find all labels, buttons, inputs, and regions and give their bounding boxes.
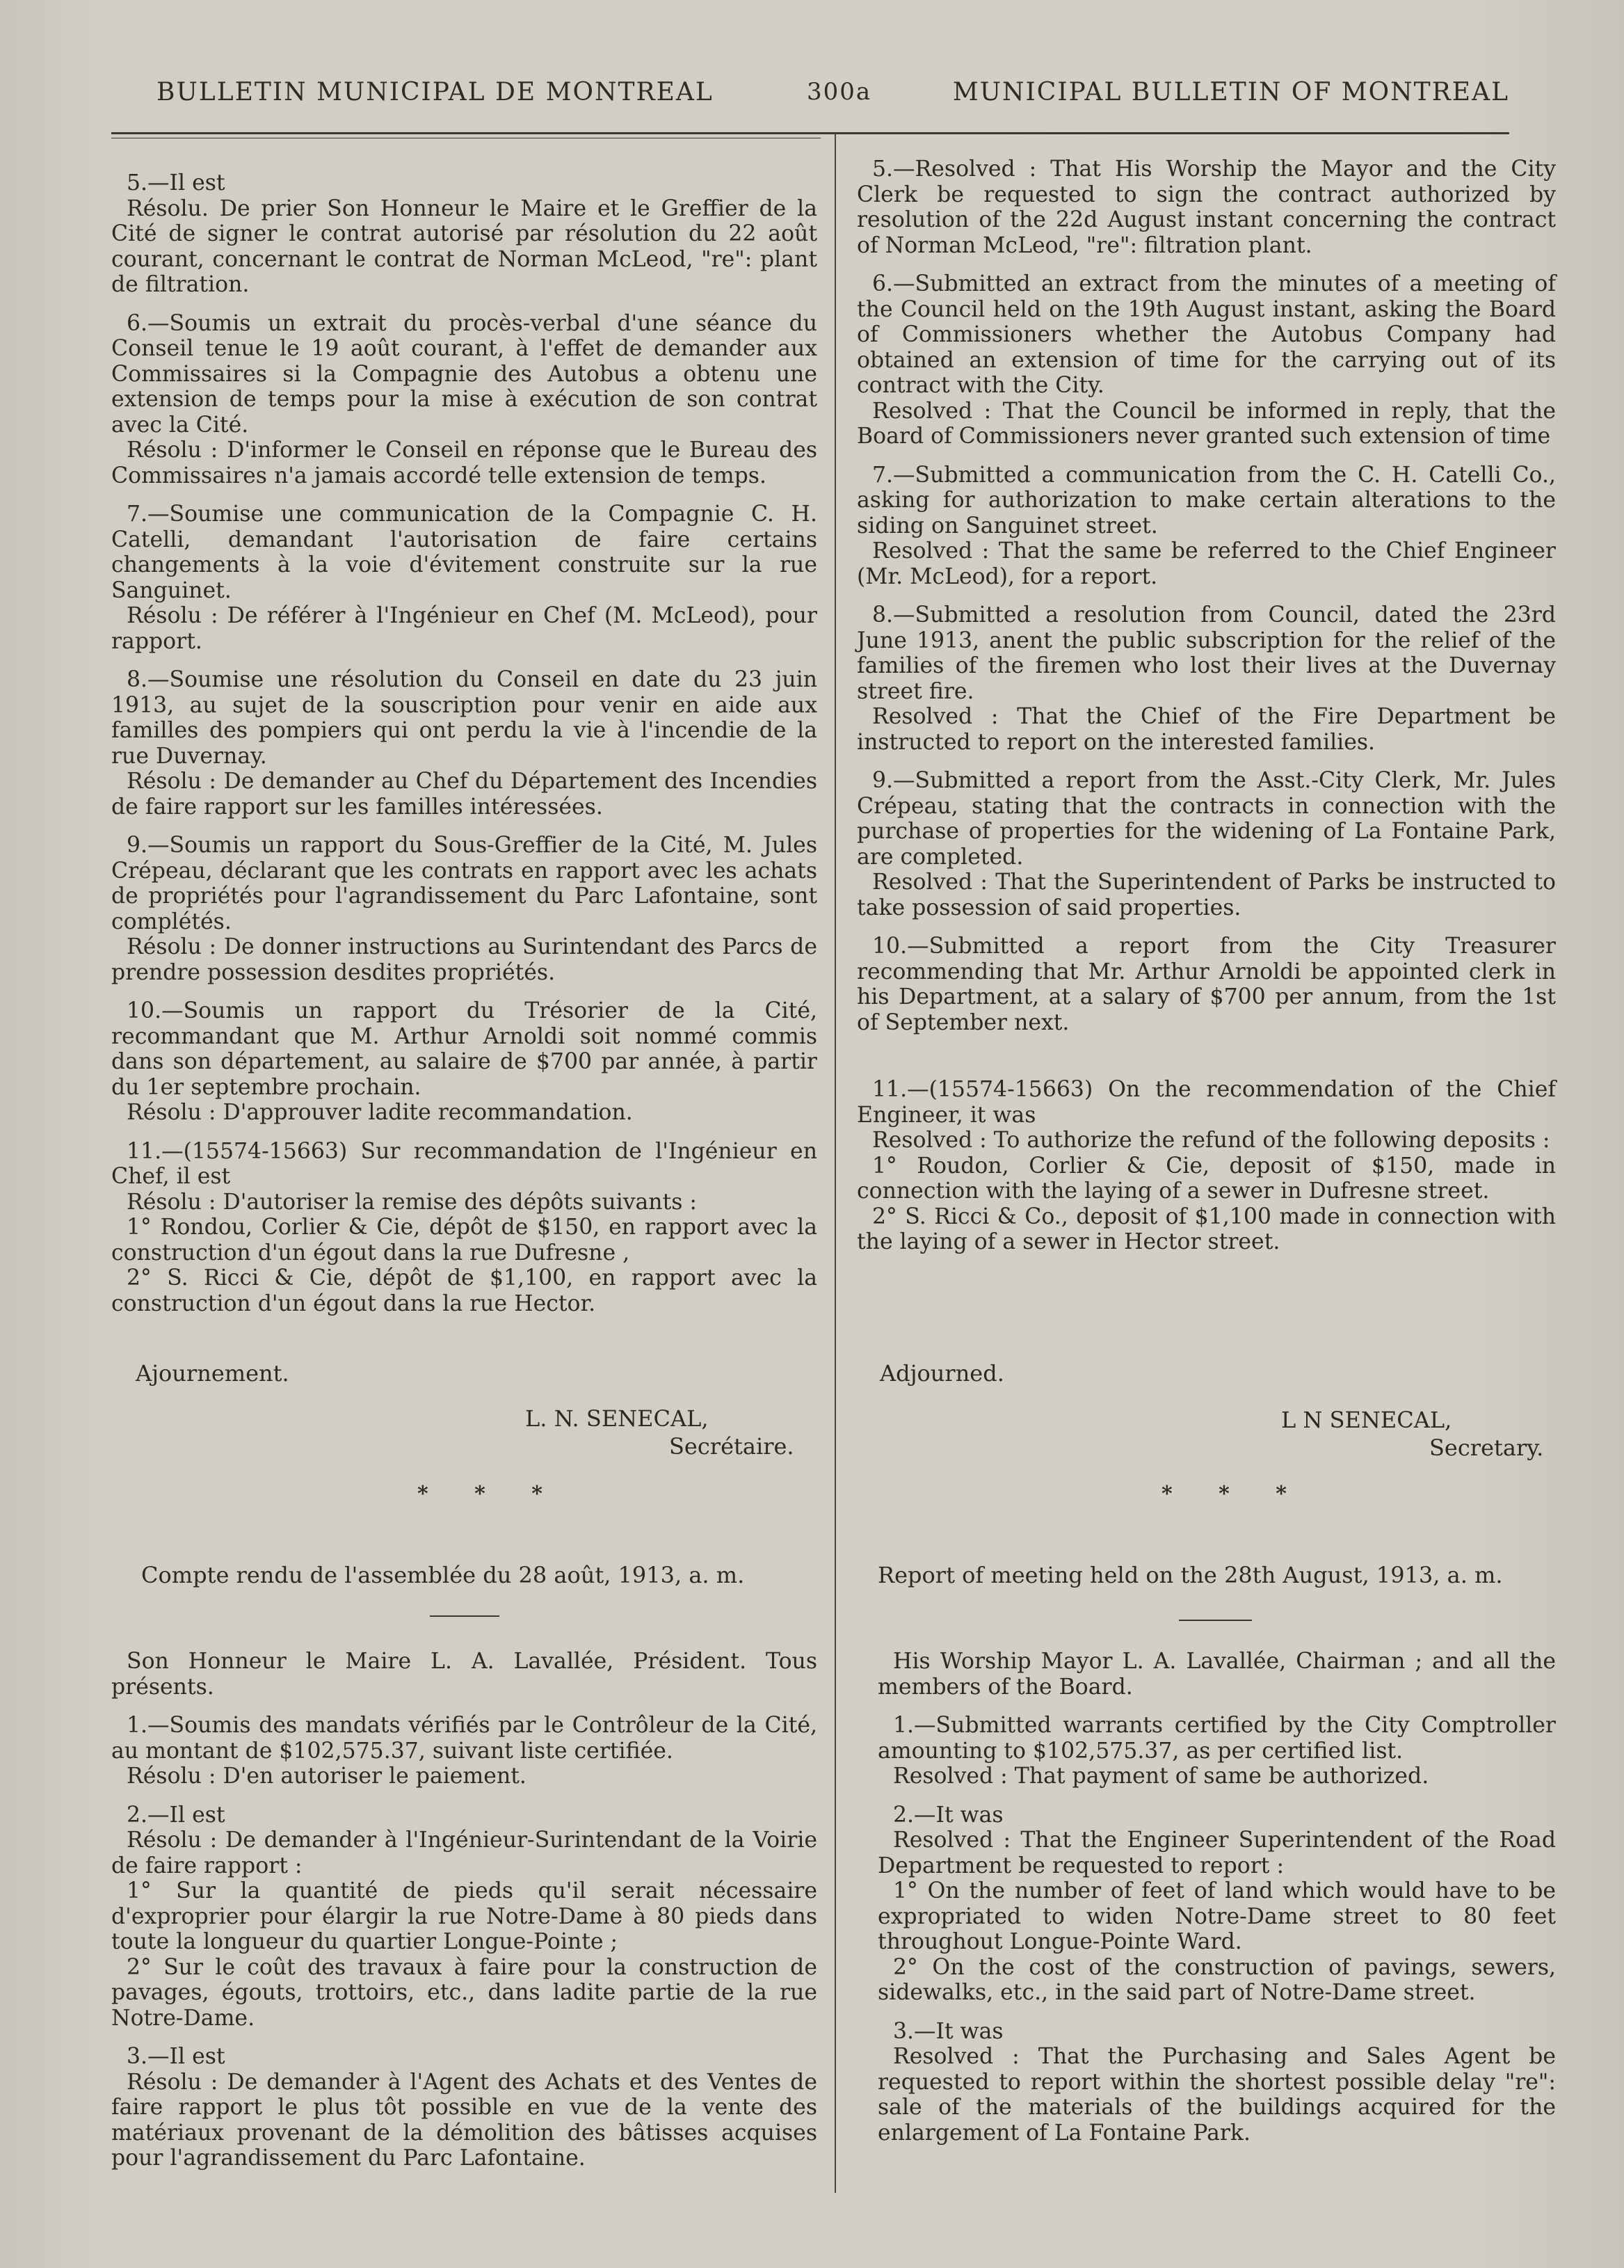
en-separator-stars: * * * (1161, 1482, 1306, 1506)
en-item-9: 9.—Submitted a report from the Asst.-City Clerk, Mr. Jules Crépeau, stating that the contracts in connection with the purchase of properties for the widening of La Fontaine Park, are completed. (857, 768, 1556, 870)
en-item-5: 5.—Resolved : That His Worship the Mayor and the City Clerk be requested to sign the contract authorized by resolution of the 22d August instant concerning the contract of Norman McLeod, "re": filtration plant. (857, 157, 1556, 258)
fr-item-10-resolution: Résolu : D'approuver ladite recommandation. (127, 1100, 633, 1125)
fr-b-item-2-point-1: 1° Sur la quantité de pieds qu'il serait nécessaire d'exproprier pour élargir la rue Notre-Dame à 80 pieds dans toute la longueur du quartier Longue-Pointe ; (111, 1878, 817, 1954)
fr-item-11-deposit-1: 1° Rondou, Corlier & Cie, dépôt de $150, en rapport avec la construction d'un égout dans la rue Dufresne , (111, 1215, 817, 1265)
fr-item-11: 11.—(15574-15663) Sur recommandation de l'Ingénieur en Chef, il est (111, 1138, 817, 1189)
fr-item-6-resolution: Résolu : D'informer le Conseil en réponse que le Bureau des Commissaires n'a jamais accordé telle extension de temps. (111, 438, 817, 488)
fr-item-11-deposit-2: 2° S. Ricci & Cie, dépôt de $1,100, en rapport avec la construction d'un égout dans la rue Hector. (111, 1265, 817, 1316)
en-item-11-resolution: Resolved : To authorize the refund of the following deposits : (872, 1128, 1550, 1153)
fr-meeting-title: Compte rendu de l'assemblée du 28 août, 1913, a. m. (141, 1562, 745, 1588)
en-b-item-3-heading: 3.—It was (893, 2018, 1004, 2044)
header-left-title: BULLETIN MUNICIPAL DE MONTREAL (156, 78, 714, 106)
fr-adjournment: Ajournement. (136, 1360, 289, 1387)
en-title-rule (1179, 1620, 1252, 1621)
fr-b-item-2-point-2: 2° Sur le coût des travaux à faire pour la construction de pavages, égouts, trottoirs, etc., dans ladite partie de la rue Notre-Dame. (111, 1954, 817, 2031)
en-b-item-2-heading: 2.—It was (893, 1802, 1004, 1828)
column-divider (835, 134, 836, 2193)
fr-b-item-1: 1.—Soumis des mandats vérifiés par le Contrôleur de la Cité, au montant de $102,575.37, suivant liste certifiée. (111, 1713, 817, 1764)
en-adjournment: Adjourned. (880, 1360, 1004, 1387)
fr-separator-stars: * * * (417, 1482, 562, 1506)
fr-item-7: 7.—Soumise une communication de la Compagnie C. H. Catelli, demandant l'autorisation de faire certains changements à la voie d'évitement construite sur la rue Sanguinet. (111, 502, 817, 603)
en-item-9-resolution: Resolved : That the Superintendent of Parks be instructed to take possession of said properties. (857, 870, 1556, 920)
fr-item-9: 9.—Soumis un rapport du Sous-Greffier de la Cité, M. Jules Crépeau, déclarant que les contrats en rapport avec les achats de propriétés pour l'agrandissement du Parc Lafontaine, sont complétés. (111, 833, 817, 934)
en-item-8-resolution: Resolved : That the Chief of the Fire Department be instructed to report on the interested families. (857, 704, 1556, 755)
header-rule (111, 132, 1509, 134)
en-item-11: 11.—(15574-15663) On the recommendation of the Chief Engineer, it was (857, 1077, 1556, 1128)
fr-item-9-resolution: Résolu : De donner instructions au Surintendant des Parcs de prendre possession desdites propriétés. (111, 934, 817, 985)
en-item-7: 7.—Submitted a communication from the C. H. Catelli Co., asking for authorization to make certain alterations to the siding on Sanguinet street. (857, 462, 1556, 538)
fr-b-item-2-heading: 2.—Il est (127, 1802, 225, 1828)
fr-attendance: Son Honneur le Maire L. A. Lavallée, Président. Tous présents. (111, 1649, 817, 1700)
fr-item-8: 8.—Soumise une résolution du Conseil en date du 23 juin 1913, au sujet de la souscription pour venir en aide aux familles des pompiers qui ont perdu la vie à l'incendie de la rue Duvernay. (111, 667, 817, 769)
en-item-6-resolution: Resolved : That the Council be informed in reply, that the Board of Commissioners never granted such extension of time (857, 398, 1556, 449)
french-column-bottom (111, 1649, 817, 2171)
en-attendance: His Worship Mayor L. A. Lavallée, Chairman ; and all the members of the Board. (878, 1649, 1556, 1700)
en-b-item-1-resolution: Resolved : That payment of same be authorized. (893, 1764, 1429, 1789)
fr-item-8-resolution: Résolu : De demander au Chef du Département des Incendies de faire rapport sur les familles intéressées. (111, 769, 817, 820)
fr-item-6: 6.—Soumis un extrait du procès-verbal d'une séance du Conseil tenue le 19 août courant, à l'effet de demander aux Commissaires si la Compagnie des Autobus a obtenu une extension de temps pour la mise à exécution de son contrat avec la Cité. (111, 310, 817, 438)
en-b-item-1: 1.—Submitted warrants certified by the City Comptroller amounting to $102,575.37, as per certified list. (878, 1713, 1556, 1764)
fr-b-item-2-resolution: Résolu : De demander à l'Ingénieur-Surintendant de la Voirie de faire rapport : (111, 1828, 817, 1878)
en-item-7-resolution: Resolved : That the same be referred to the Chief Engineer (Mr. McLeod), for a report. (857, 538, 1556, 589)
fr-item-7-resolution: Résolu : De référer à l'Ingénieur en Chef (M. McLeod), pour rapport. (111, 603, 817, 654)
english-column-bottom (878, 1649, 1556, 2146)
french-column-top (111, 170, 817, 1316)
fr-item-5-heading: 5.—Il est (127, 170, 225, 195)
header-right-title: MUNICIPAL BULLETIN OF MONTREAL (952, 78, 1509, 106)
en-b-item-2-resolution: Resolved : That the Engineer Superintendent of the Road Department be requested to report : (878, 1828, 1556, 1878)
en-b-item-2-point-1: 1° On the number of feet of land which would have to be expropriated to widen Notre-Dame street to 80 feet throughout Longue-Pointe Ward. (878, 1878, 1556, 1954)
fr-item-10: 10.—Soumis un rapport du Trésorier de la Cité, recommandant que M. Arthur Arnoldi soit nommé commis dans son département, au salaire de $700 par année, à partir du 1er septembre prochain. (111, 998, 817, 1100)
en-item-11-deposit-2: 2° S. Ricci & Co., deposit of $1,100 made in connection with the laying of a sewer in Hector street. (857, 1204, 1556, 1254)
fr-item-5-resolution: Résolu. De prier Son Honneur le Maire et le Greffier de la Cité de signer le contrat autorisé par résolution du 22 août courant, concernant le contrat de Norman McLeod, "re": plant de filtration. (111, 195, 817, 297)
fr-item-11-resolution: Résolu : D'autoriser la remise des dépôts suivants : (127, 1189, 698, 1215)
en-item-6: 6.—Submitted an extract from the minutes of a meeting of the Council held on the 19th August instant, asking the Board of Commissioners whether the Autobus Company had obtained an extension of time for the carrying out of its contract with the City. (857, 271, 1556, 398)
fr-b-item-3-resolution: Résolu : De demander à l'Agent des Achats et des Ventes de faire rapport le plus tôt possible en vue de la vente des matériaux provenant de la démolition des bâtisses acquises pour l'agrandissement du Parc Lafontaine. (111, 2069, 817, 2171)
en-item-8: 8.—Submitted a resolution from Council, dated the 23rd June 1913, anent the public subscription for the relief of the families of the firemen who lost their lives at the Duvernay street fire. (857, 602, 1556, 704)
en-item-10: 10.—Submitted a report from the City Treasurer recommending that Mr. Arthur Arnoldi be appointed clerk in his Department, at a salary of $700 per annum, from the 1st of September next. (857, 934, 1556, 1035)
page-header (156, 78, 1509, 120)
en-item-11-deposit-1: 1° Roudon, Corlier & Cie, deposit of $150, made in connection with the laying of a sewer in Dufresne street. (857, 1153, 1556, 1204)
fr-b-item-1-resolution: Résolu : D'en autoriser le paiement. (127, 1764, 526, 1789)
fr-b-item-3-heading: 3.—Il est (127, 2044, 225, 2069)
en-signature-title: Secretary. (1429, 1435, 1544, 1461)
fr-title-rule (430, 1615, 499, 1617)
fr-signature-title: Secrétaire. (669, 1433, 794, 1460)
english-column-top (857, 157, 1556, 1255)
en-signature-name: L N SENECAL, (1281, 1407, 1452, 1433)
fr-signature-name: L. N. SENECAL, (525, 1405, 709, 1432)
page-number: 300a (807, 78, 872, 106)
en-b-item-2-point-2: 2° On the cost of the construction of pavings, sewers, sidewalks, etc., in the said part of Notre-Dame street. (878, 1954, 1556, 2005)
en-meeting-title: Report of meeting held on the 28th August, 1913, a. m. (878, 1562, 1503, 1588)
en-b-item-3-resolution: Resolved : That the Purchasing and Sales Agent be requested to report within the shortest possible delay "re": sale of the materials of the buildings acquired for the enlargement of La Fontaine Park. (878, 2044, 1556, 2146)
